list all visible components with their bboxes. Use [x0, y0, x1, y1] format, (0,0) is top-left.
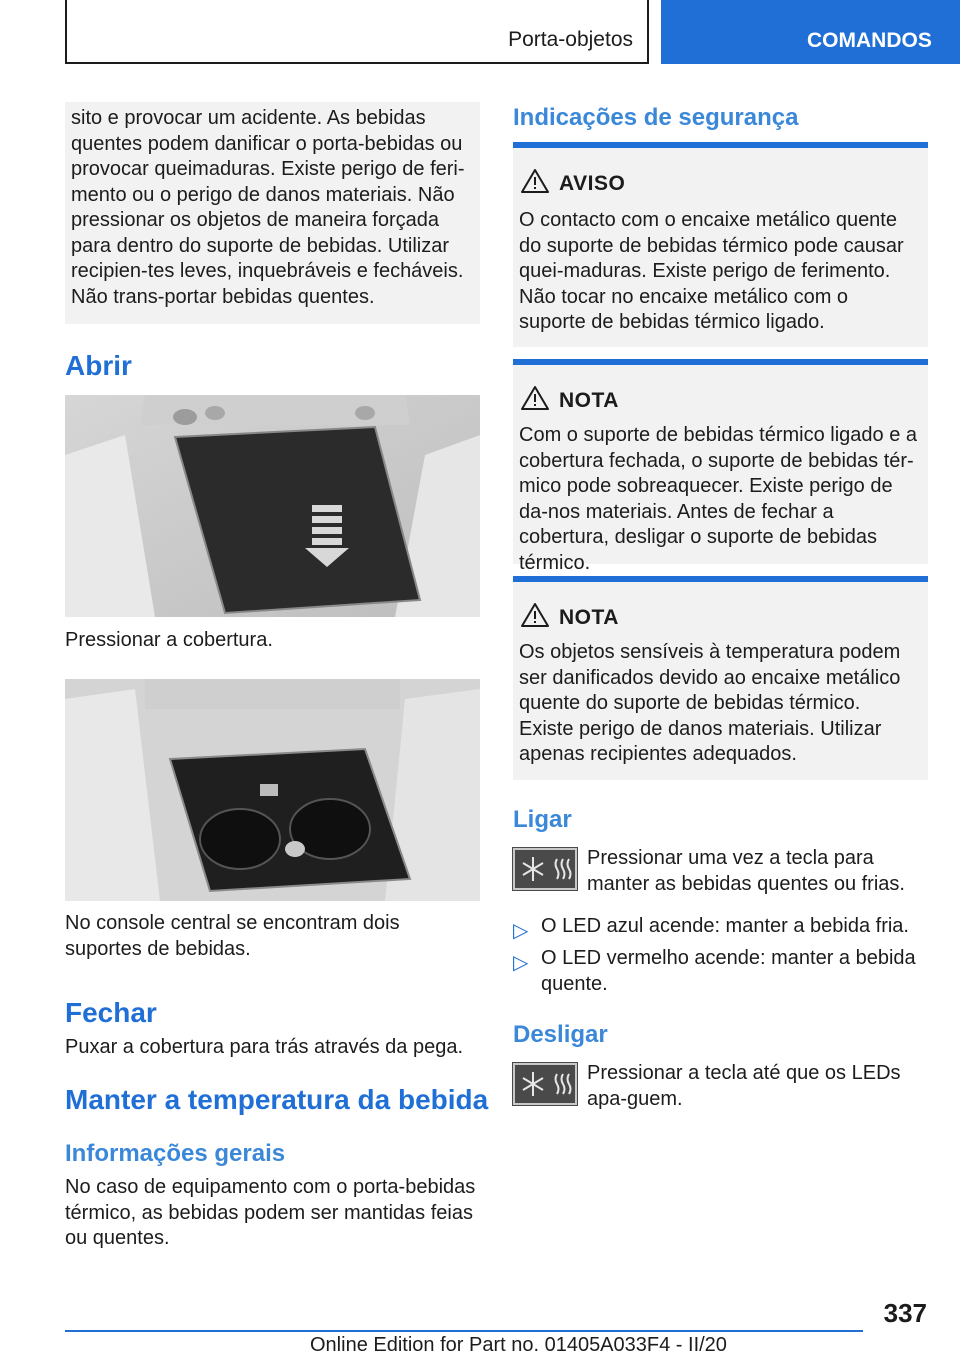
- seat-climate-button-icon: [513, 848, 577, 890]
- desligar-text: Pressionar a tecla até que os LEDs apa-guem.: [587, 1062, 901, 1110]
- ligar-text: Pressionar uma vez a tecla para manter as bebidas quentes ou frias.: [587, 847, 905, 895]
- aviso-text: O contacto com o encaixe metálico quente do suporte de bebidas térmico pode causar quei-maduras. Existe perigo de ferimento. Não tocar no encaixe metálico com o suporte de bebidas térmico ligado.: [519, 209, 904, 333]
- footer-edition: Online Edition for Part no. 01405A033F4 - II/20: [310, 1334, 727, 1356]
- section-title: Porta-objetos: [508, 28, 633, 51]
- fechar-text: Puxar a cobertura para trás através da pega.: [65, 1036, 464, 1058]
- heading-indicacoes-seguranca: Indicações de segurança: [513, 104, 799, 131]
- warning-continuation-box: [65, 102, 480, 324]
- heading-desligar: Desligar: [513, 1021, 608, 1048]
- photo-cover-closed: [65, 395, 480, 617]
- chapter-tab: [661, 0, 960, 64]
- info-text: No caso de equipamento com o porta-bebidas térmico, as bebidas podem ser mantidas feias ou quentes.: [65, 1176, 476, 1249]
- cover-closed-illustration: [65, 395, 480, 617]
- nota2-text: Os objetos sensíveis à temperatura podem ser danificados devido ao encaixe metálico quente do suporte de bebidas térmico. Existe perigo de danos materiais. Utilizar apenas recipientes adequados.: [519, 641, 901, 765]
- warning-triangle-icon: [520, 168, 550, 194]
- aviso-label: AVISO: [559, 172, 626, 195]
- heading-ligar: Ligar: [513, 806, 572, 833]
- heading-manter-temperatura: Manter a temperatura da bebida: [65, 1084, 489, 1115]
- bullet-triangle-icon: ▷: [513, 952, 529, 974]
- warning-triangle-icon: [520, 602, 550, 628]
- bullet-2: O LED vermelho acende: manter a bebida quente.: [541, 947, 916, 995]
- page-number: 337: [883, 1298, 927, 1328]
- nota2-label: NOTA: [559, 606, 619, 629]
- heading-fechar: Fechar: [65, 997, 157, 1028]
- caption-console: No console central se encontram dois suportes de bebidas.: [65, 912, 400, 960]
- nota1-text: Com o suporte de bebidas térmico ligado e a cobertura fechada, o suporte de bebidas tér-mico pode sobreaquecer. Existe perigo de da-nos materiais. Antes de fechar a cobertura, desligar o suporte de bebidas térmico.: [519, 424, 918, 574]
- cup-holders-illustration: [65, 679, 480, 901]
- heading-abrir: Abrir: [65, 350, 132, 381]
- warning-triangle-icon: [520, 385, 550, 411]
- bullet-1: O LED azul acende: manter a bebida fria.: [541, 915, 909, 937]
- warning-continuation-text: sito e provocar um acidente. As bebidas quentes podem danificar o porta-bebidas ou provocar queimaduras. Existe perigo de feri-mento ou o perigo de danos materiais. Não pressionar os objetos de maneira forçada para dentro do suporte de bebidas. Utilizar recipien-tes leves, inquebráveis e fecháveis. Não trans-portar bebidas quentes.: [71, 107, 465, 308]
- chapter-title: COMANDOS: [807, 29, 932, 52]
- photo-cup-holders: [65, 679, 480, 901]
- header-box: [65, 0, 649, 64]
- caption-press-cover: Pressionar a cobertura.: [65, 629, 273, 651]
- nota1-label: NOTA: [559, 389, 619, 412]
- heading-informacoes-gerais: Informações gerais: [65, 1140, 286, 1167]
- seat-climate-button-icon: [513, 1063, 577, 1105]
- nota2-box: [513, 576, 928, 780]
- footer-rule: [65, 1330, 863, 1332]
- aviso-box: [513, 142, 928, 347]
- nota1-box: [513, 359, 928, 574]
- bullet-triangle-icon: ▷: [513, 920, 529, 942]
